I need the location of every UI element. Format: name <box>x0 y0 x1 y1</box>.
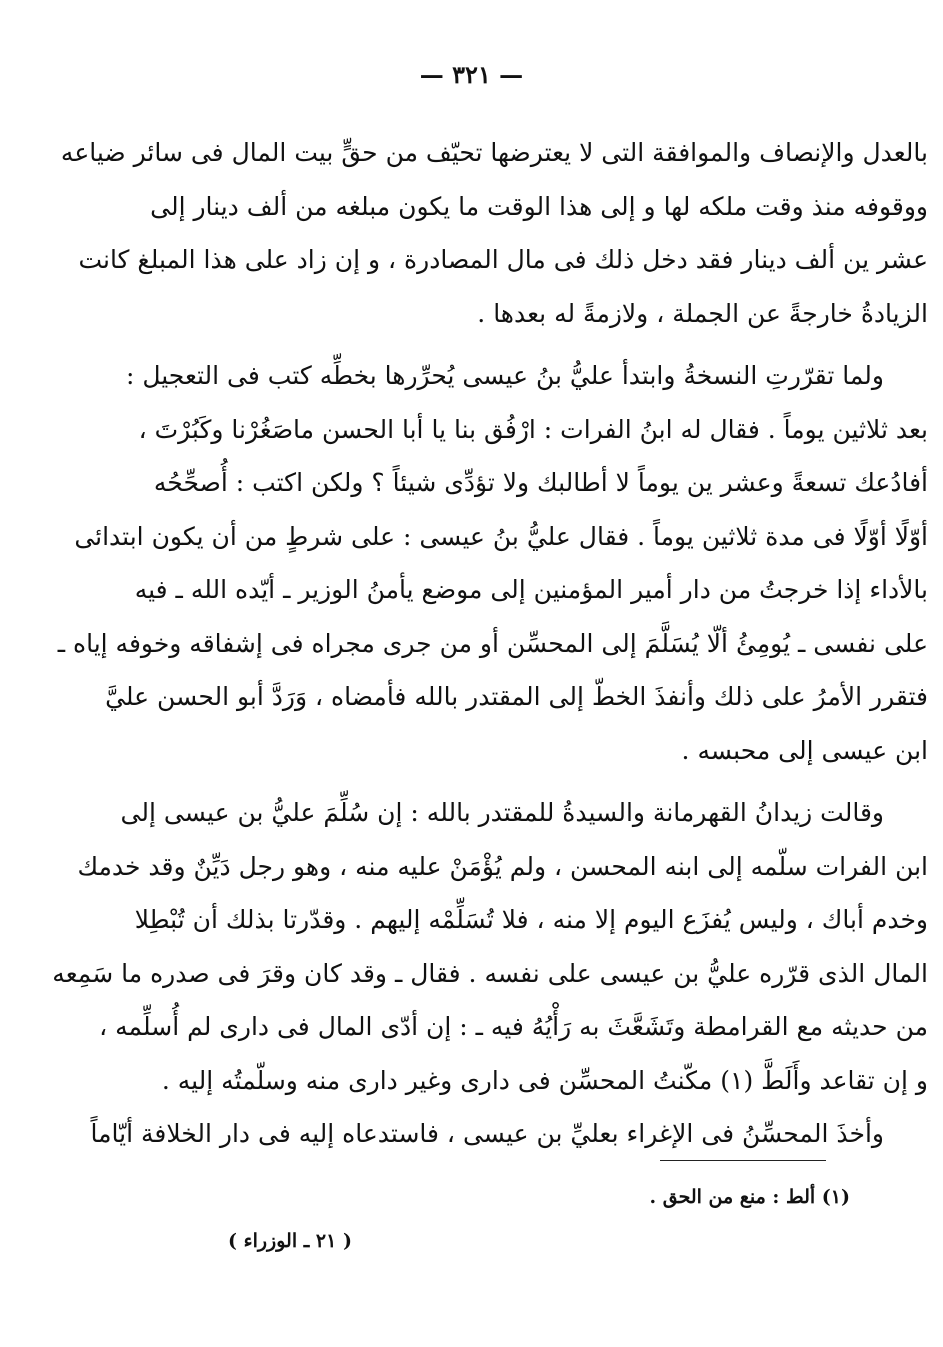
signature-mark: ( ٢١ ـ الوزراء ) <box>228 1230 352 1252</box>
body-text <box>52 126 928 1161</box>
text-line: ولما تقرّرتِ النسخةُ وابتدأ عليُّ بنُ عيسى يُحرِّرها بخطِّه كتب فى التعجيل : <box>125 361 884 390</box>
text-line: من حديثه مع القرامطة وتَشَعَّثَ به رَأْيُهُ فيه ـ : إن أدّى المال فى دارى لم أُسلِّمه ، <box>99 1012 928 1041</box>
text-line: وأخذَ المحسِّنُ فى الإغراء بعليِّ بن عيسى ، فاستدعاه إليه فى دار الخلافة أيّاماً <box>90 1119 884 1148</box>
paragraph-3 <box>52 786 928 1107</box>
text-line: و إن تقاعد وأَلَطَّ (١) مكّنتُ المحسِّن فى دارى وغير دارى منه وسلّمتُه إليه . <box>161 1065 928 1095</box>
text-line: وقالت زيدانُ القهرمانة والسيدةُ للمقتدر بالله : إن سُلِّمَ عليُّ بن عيسى إلى <box>120 798 884 827</box>
text-line: ابن الفرات سلّمه إلى ابنه المحسن ، ولم يُؤْمَنْ عليه منه ، وهو رجل دَيِّنٌ وقد خدمك <box>77 851 928 881</box>
text-line: أوّلًا أوّلًا فى مدة ثلاثين يوماً . فقال عليُّ بنُ عيسى : على شرطٍ من أن يكون ابتدائى <box>74 521 928 551</box>
text-line: فتقرر الأمرُ على ذلك وأنفذَ الخطّ إلى المقتدر بالله فأمضاه ، وَرَدَّ أبو الحسن عليَّ <box>105 682 928 711</box>
text-line: بعد ثلاثين يوماً . فقال له ابنُ الفرات : ارْفُق بنا يا أبا الحسن ماصَغُرْنا وكَبُرْتَ ، <box>138 414 928 444</box>
text-line: ووقوفه منذ وقت ملكه لها و إلى هذا الوقت ما يكون مبلغه من ألف دينار إلى <box>150 191 928 221</box>
text-line: بالأداء إذا خرجتُ من دار أمير المؤمنين إلى موضع يأمنُ الوزير ـ أيّده الله ـ فيه <box>134 575 928 604</box>
footnote-divider <box>660 1160 826 1161</box>
text-line: على نفسى ـ يُومِئُ ألّا يُسَلَّمَ إلى المحسِّن أو من جرى مجراه فى إشفاقه وخوفه إياه ـ <box>57 628 928 658</box>
page-number: — ٣٢١ — <box>419 60 524 89</box>
text-line: أفادُعك تسعةً وعشر ين يوماً لا أطالبك ولا تؤدِّى شيئاً ؟ ولكن اكتب : أُصحِّحُه <box>153 468 928 497</box>
paragraph-4 <box>90 1107 928 1161</box>
text-line: المال الذى قرّره عليُّ بن عيسى على نفسه . فقال ـ وقد كان وقرَ فى صدره ما سَمِعه <box>52 958 928 988</box>
footnote: (١) ألط : منع من الحق . <box>649 1186 850 1208</box>
text-line: ابن عيسى إلى محبسه . <box>681 735 928 765</box>
paragraph-1 <box>60 126 928 340</box>
text-line: عشر ين ألف دينار فقد دخل ذلك فى مال المصادرة ، و إن زاد على هذا المبلغ كانت <box>78 245 928 274</box>
text-line: الزيادةُ خارجةً عن الجملة ، ولازمةً له بعدها . <box>477 298 928 328</box>
text-line: وخدم أباك ، وليس يُفزَع اليوم إلا منه ، فلا تُسَلِّمْه إليهم . وقدّرتا بذلك أن تُبْطِلا <box>134 905 928 934</box>
paragraph-2 <box>57 349 928 777</box>
text-line: بالعدل والإنصاف والموافقة التى لا يعترضها تحيّف من حقٍّ بيت المال فى سائر ضياعه <box>60 138 928 167</box>
